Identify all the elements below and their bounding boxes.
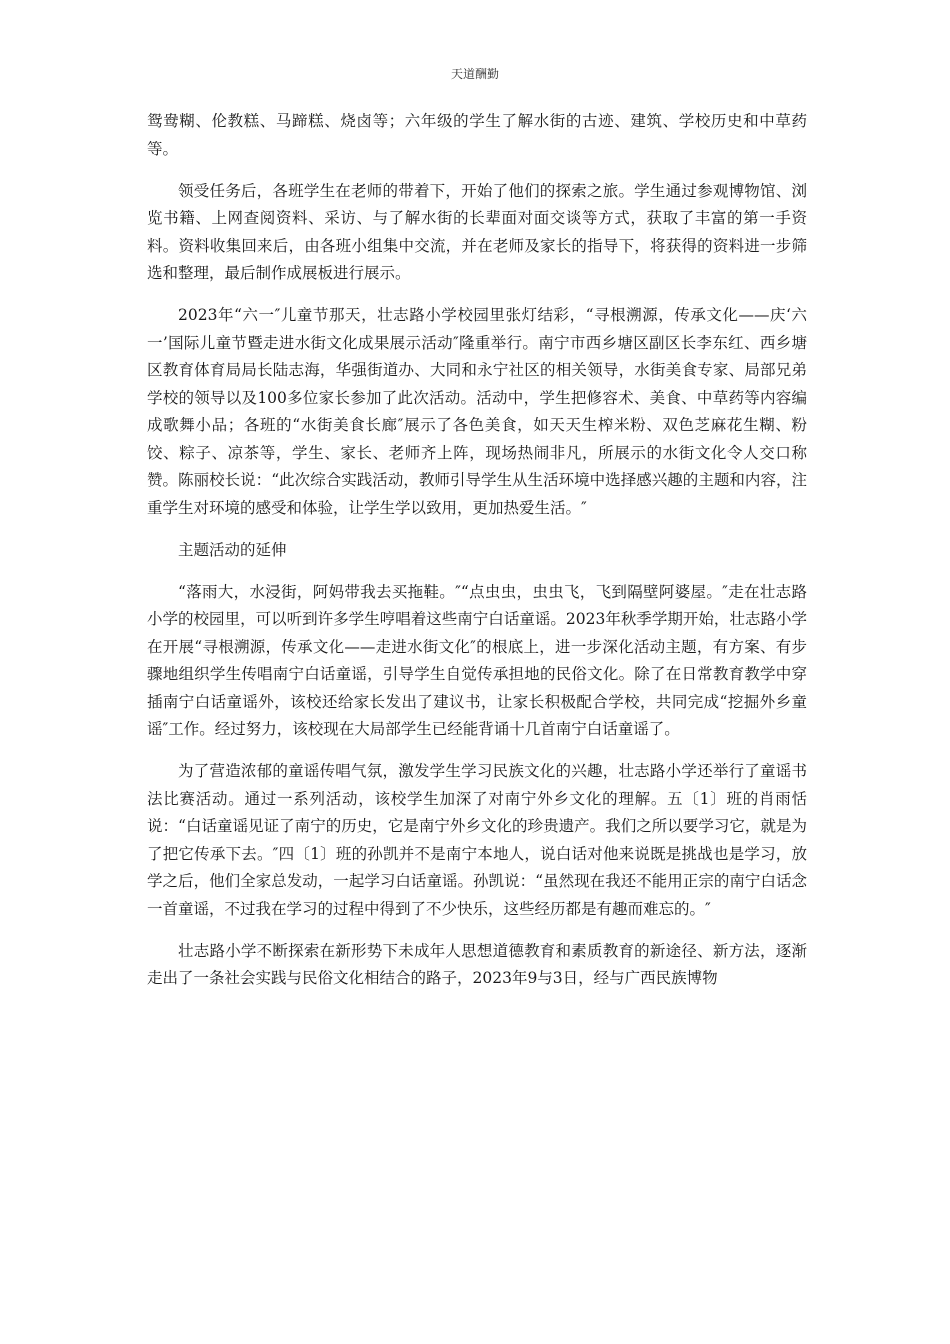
paragraph: 领受任务后，各班学生在老师的带着下，开始了他们的探索之旅。学生通过参观博物馆、浏览书籍、上网查阅资料、采访、与了解水街的长辈面对面交谈等方式，获取了丰富的第一手资料。资料收集回来后，由各班小组集中交流，并在老师及家长的指导下，将获得的资料进一步筛选和整理，最后制作成展板进行展示。	[147, 181, 807, 282]
paragraph: “落雨大，水浸街，阿妈带我去买拖鞋。″“点虫虫，虫虫飞，飞到隔壁阿婆屋。″走在壮志路小学的校园里，可以听到许多学生哼唱着这些南宁白话童谣。2023年秋季学期开始，壮志路小学在开展“寻根溯源，传承文化——走进水街文化″的根底上，进一步深化活动主题，有方案、有步骤地组织学生传唱南宁白话童谣，引导学生自觉传承担地的民俗文化。除了在日常教育教学中穿插南宁白话童谣外，该校还给家长发出了建议书，让家长积极配合学校，共同完成“挖掘外乡童谣″工作。经过努力，该校现在大局部学生已经能背诵十几首南宁白话童谣了。	[147, 582, 807, 738]
paragraph: 壮志路小学不断探索在新形势下未成年人思想道德教育和素质教育的新途径、新方法，逐渐走出了一条社会实践与民俗文化相结合的路子，2023年9与3日，经与广西民族博物	[147, 941, 807, 987]
paragraph: 为了营造浓郁的童谣传唱气氛，激发学生学习民族文化的兴趣，壮志路小学还举行了童谣书法比赛活动。通过一系列活动，该校学生加深了对南宁外乡文化的理解。五〔1〕班的肖雨恬说：“白话童谣见证了南宁的历史，它是南宁外乡文化的珍贵遗产。我们之所以要学习它，就是为了把它传承下去。″四〔1〕班的孙凯并不是南宁本地人，说白话对他来说既是挑战也是学习，放学之后，他们全家总发动，一起学习白话童谣。孙凯说：“虽然现在我还不能用正宗的南宁白话念一首童谣，不过我在学习的过程中得到了不少快乐，这些经历都是有趣而难忘的。″	[147, 762, 807, 918]
document-body	[147, 108, 807, 1007]
paragraph: 2023年“六一″儿童节那天，壮志路小学校园里张灯结彩，“寻根溯源，传承文化——庆‘六一’国际儿童节暨走进水街文化成果展示活动″隆重举行。南宁市西乡塘区副区长李东红、西乡塘区教育体育局局长陆志海，华强街道办、大同和永宁社区的相关领导，水街美食专家、局部兄弟学校的领导以及100多位家长参加了此次活动。活动中，学生把修容术、美食、中草药等内容编成歌舞小品；各班的“水街美食长廊″展示了各色美食，如天天生榨米粉、双色芝麻花生糊、粉饺、粽子、凉茶等，学生、家长、老师齐上阵，现场热闹非凡，所展示的水街文化令人交口称赞。陈丽校长说：“此次综合实践活动，教师引导学生从生活环境中选择感兴趣的主题和内容，注重学生对环境的感受和体验，让学生学以致用，更加热爱生活。″	[147, 306, 807, 517]
page-header: 天道酬勤	[450, 67, 499, 81]
paragraph-continued: 鸳鸯糊、伦教糕、马蹄糕、烧卤等；六年级的学生了解水街的古迹、建筑、学校历史和中草药等。	[147, 112, 807, 158]
section-heading: 主题活动的延伸	[178, 540, 287, 559]
